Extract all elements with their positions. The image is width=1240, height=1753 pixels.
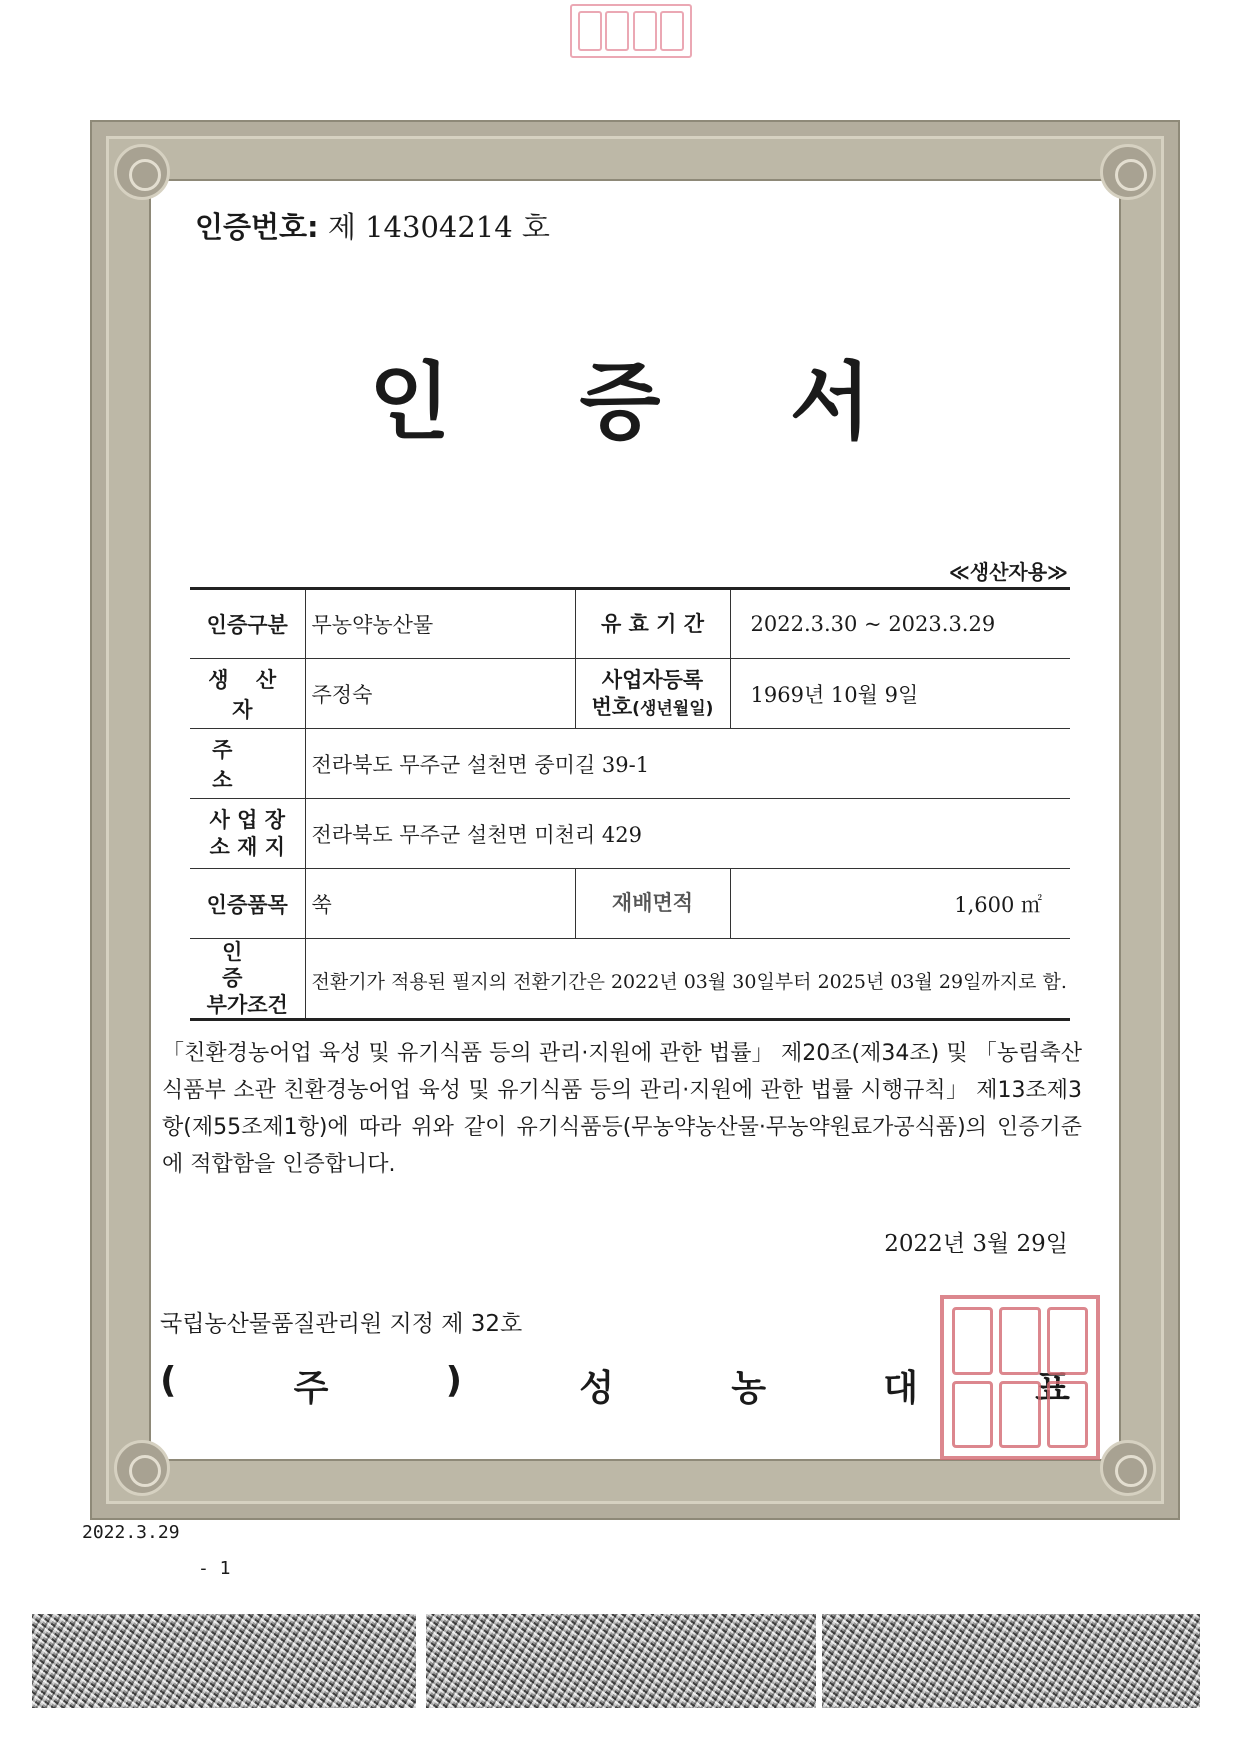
issuer-char: 표 xyxy=(1035,1368,1070,1409)
table-row xyxy=(190,939,1070,1020)
issuer-char: 성 xyxy=(579,1368,615,1409)
corner-ornament-icon xyxy=(114,1440,170,1496)
table-row xyxy=(190,589,1070,659)
certificate-number xyxy=(195,205,550,246)
table-row xyxy=(190,659,1070,729)
designation-number: 국립농산물품질관리원 지정 제 32호 xyxy=(160,1311,523,1337)
cert-category-value: 무농약농산물 xyxy=(305,589,575,659)
cert-item-value: 쑥 xyxy=(305,869,575,939)
official-seal-stamp xyxy=(940,1295,1100,1460)
redacted-block xyxy=(822,1614,1200,1708)
certificate-number-label: 인증번호: xyxy=(195,210,319,244)
address-value: 전라북도 무주군 설천면 중미길 39-1 xyxy=(305,729,1070,799)
cert-item-label: 인증품목 xyxy=(190,869,305,939)
corner-ornament-icon xyxy=(1100,144,1156,200)
issuer-char: 농 xyxy=(731,1368,766,1409)
redacted-block xyxy=(426,1614,816,1708)
page-number: - 1 xyxy=(198,1558,231,1579)
certification-statement: 「친환경농어업 육성 및 유기식품 등의 관리·지원에 관한 법률」 제20조(제34조) 및 「농림축산식품부 소관 친환경농어업 육성 및 유기식품 등의 관리·지원에 관한 법률 시행규칙」 제13조제3항(제55조제1항)에 따라 위와 같이 유기식품등(무농약농산물·무농약원료가공식품)의 인증기준에 적합함을 인증합니다. xyxy=(162,1041,1082,1177)
issuer-char: 주 xyxy=(293,1368,329,1409)
cultivation-area-value: 1,600 ㎡ xyxy=(730,869,1070,939)
additional-conditions-value: 전환기가 적용된 필지의 전환기간은 2022년 03월 30일부터 2025년 03월 29일까지로 함. xyxy=(305,939,1070,1020)
table-row xyxy=(190,799,1070,869)
business-registration-label xyxy=(575,659,730,729)
issuer-name xyxy=(160,1360,1070,1411)
business-location-value: 전라북도 무주군 설천면 미천리 429 xyxy=(305,799,1070,869)
business-registration-label-line2: 번호 xyxy=(591,694,633,719)
birthdate-label: (생년월일) xyxy=(632,698,714,719)
validity-period-label: 유 효 기 간 xyxy=(575,589,730,659)
top-seal-stamp xyxy=(570,4,692,58)
corner-ornament-icon xyxy=(1100,1440,1156,1496)
issuer-char: ) xyxy=(445,1360,463,1401)
footer-date: 2022.3.29 xyxy=(82,1522,180,1543)
certificate-number-value: 제 14304214 호 xyxy=(327,210,550,244)
table-row xyxy=(190,869,1070,939)
additional-conditions-label: 인 증 부가조건 xyxy=(190,939,305,1020)
issuer-char: 대 xyxy=(883,1368,918,1409)
redacted-block xyxy=(32,1614,416,1708)
business-registration-label-line1: 사업자등록 xyxy=(601,668,704,693)
business-location-label: 사 업 장 소 재 지 xyxy=(190,799,305,869)
certificate-info-table xyxy=(190,587,1070,1021)
producer-value: 주정숙 xyxy=(305,659,575,729)
validity-period-value: 2022.3.30 ~ 2023.3.29 xyxy=(730,589,1070,659)
issuer-char: ( xyxy=(160,1360,177,1401)
producer-label: 생 산 자 xyxy=(190,659,305,729)
document-title: 인 증 서 xyxy=(369,353,921,451)
business-registration-value: 1969년 10월 9일 xyxy=(730,659,1070,729)
corner-ornament-icon xyxy=(114,144,170,200)
cultivation-area-label: 재배면적 xyxy=(575,869,730,939)
cert-category-label: 인증구분 xyxy=(190,589,305,659)
usage-tag: ≪생산자용≫ xyxy=(948,560,1068,584)
address-label: 주 소 xyxy=(190,729,305,799)
table-row xyxy=(190,729,1070,799)
issue-date: 2022년 3월 29일 xyxy=(884,1231,1068,1257)
